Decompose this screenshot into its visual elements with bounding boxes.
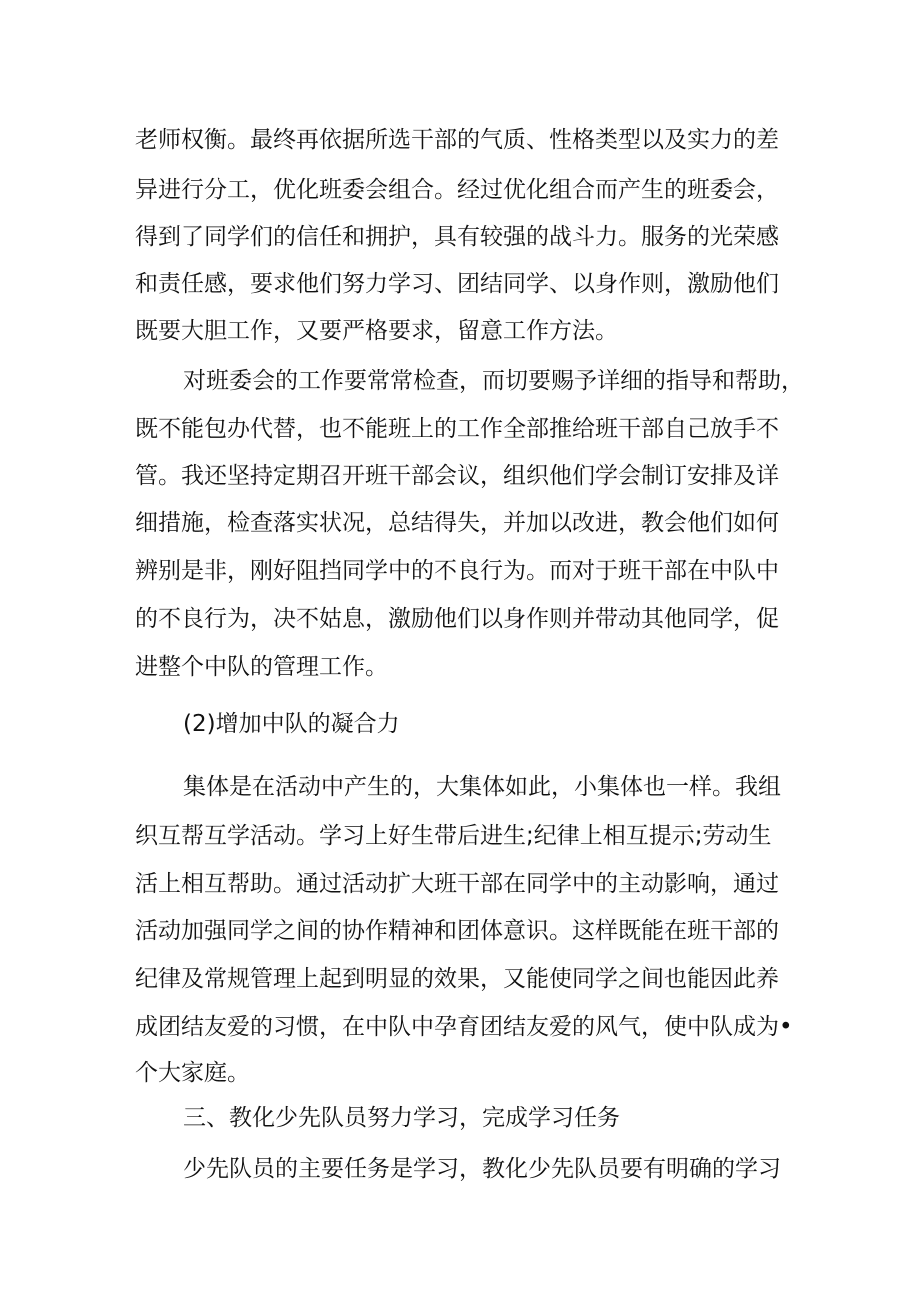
text-line: 纪律及常规管理上起到明显的效果，又能使同学之间也能因此养 <box>135 966 779 992</box>
text-line: 成团结友爱的习惯，在中队中孕育团结友爱的风气，使中队成为• <box>135 1014 793 1040</box>
text-line: 老师权衡。最终再依据所选干部的气质、性格类型以及实力的差 <box>135 127 779 153</box>
text-line: 对班委会的工作要常常检查，而切要赐予详细的指导和帮助， <box>183 368 804 394</box>
text-line: 既要大胆工作，又要严格要求，留意工作方法。 <box>135 318 618 344</box>
text-line: 异进行分工，优化班委会组合。经过优化组合而产生的班委会， <box>135 177 779 203</box>
text-line: 织互帮互学活动。学习上好生带后进生;纪律上相互提示;劳动生 <box>135 823 772 849</box>
section-heading: (2)增加中队的凝合力 <box>183 711 400 737</box>
text-line: 的不良行为，决不姑息，激励他们以身作则并带动其他同学，促 <box>135 606 779 632</box>
text-line: 个大家庭。 <box>135 1060 250 1086</box>
text-line: 管。我还坚持定期召开班干部会议，组织他们学会制订安排及详 <box>135 463 779 489</box>
text-line: 活动加强同学之间的协作精神和团体意识。这样既能在班干部的 <box>135 918 779 944</box>
text-line: 细措施，检查落实状况，总结得失，并加以改进，教会他们如何 <box>135 510 779 536</box>
section-heading: 三、教化少先队员努力学习，完成学习任务 <box>183 1105 620 1131</box>
text-line: 辨别是非，刚好阻挡同学中的不良行为。而对于班干部在中队中 <box>135 558 779 584</box>
text-line: 集体是在活动中产生的，大集体如此，小集体也一样。我组 <box>183 774 781 800</box>
text-line: 进整个中队的管理工作。 <box>135 654 388 680</box>
text-line: 既不能包办代替，也不能班上的工作全部推给班干部自己放手不 <box>135 416 779 442</box>
text-line: 得到了同学们的信任和拥护，具有较强的战斗力。服务的光荣感 <box>135 224 779 250</box>
text-line: 少先队员的主要任务是学习，教化少先队员要有明确的学习 <box>183 1156 781 1182</box>
text-line: 和责任感，要求他们努力学习、团结同学、以身作则，激励他们 <box>135 271 779 297</box>
text-line: 活上相互帮助。通过活动扩大班干部在同学中的主动影响，通过 <box>135 871 779 897</box>
